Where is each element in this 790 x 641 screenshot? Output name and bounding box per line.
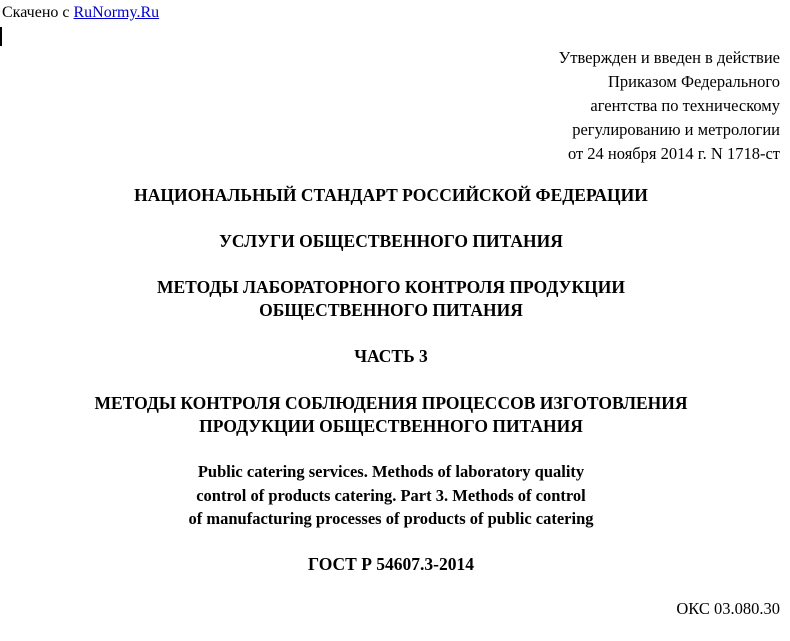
part-title-line: ПРОДУКЦИИ ОБЩЕСТВЕННОГО ПИТАНИЯ	[199, 416, 583, 436]
services-title-text: УСЛУГИ ОБЩЕСТВЕННОГО ПИТАНИЯ	[219, 231, 563, 251]
national-standard-title-text: НАЦИОНАЛЬНЫЙ СТАНДАРТ РОССИЙСКОЙ ФЕДЕРАЦИИ	[134, 185, 648, 205]
approval-line: регулированию и метрологии	[572, 120, 780, 139]
methods-title-line: ОБЩЕСТВЕННОГО ПИТАНИЯ	[259, 300, 523, 320]
approval-line: от 24 ноября 2014 г. N 1718-ст	[567, 144, 780, 163]
national-standard-title	[0, 184, 782, 207]
methods-title-line: МЕТОДЫ ЛАБОРАТОРНОГО КОНТРОЛЯ ПРОДУКЦИИ	[156, 277, 625, 297]
approval-line: Утвержден и введен в действие	[558, 48, 780, 67]
approval-block	[360, 46, 780, 166]
part-title	[0, 392, 782, 438]
oks-code: ОКС 03.080.30	[676, 599, 780, 618]
source-line	[2, 3, 159, 23]
methods-title	[0, 276, 782, 322]
english-title	[0, 460, 782, 531]
part-number-text: ЧАСТЬ 3	[354, 346, 428, 366]
services-title	[0, 230, 782, 253]
approval-line: Приказом Федерального	[607, 72, 780, 91]
standard-designation	[0, 553, 782, 576]
part-title-line: МЕТОДЫ КОНТРОЛЯ СОБЛЮДЕНИЯ ПРОЦЕССОВ ИЗГОТОВЛЕНИЯ	[94, 393, 688, 413]
text-cursor	[0, 27, 2, 46]
part-number	[0, 345, 782, 368]
english-title-line: Public catering services. Methods of laboratory quality	[197, 462, 585, 481]
runormy-link[interactable]: RuNormy.Ru	[73, 4, 160, 21]
english-title-line: of manufacturing processes of products of public catering	[188, 509, 594, 528]
source-prefix: Скачено с	[2, 4, 74, 21]
english-title-line: control of products catering. Part 3. Methods of control	[196, 485, 586, 505]
approval-line: агентства по техническому	[590, 96, 780, 115]
standard-designation-text: ГОСТ Р 54607.3-2014	[308, 554, 474, 574]
